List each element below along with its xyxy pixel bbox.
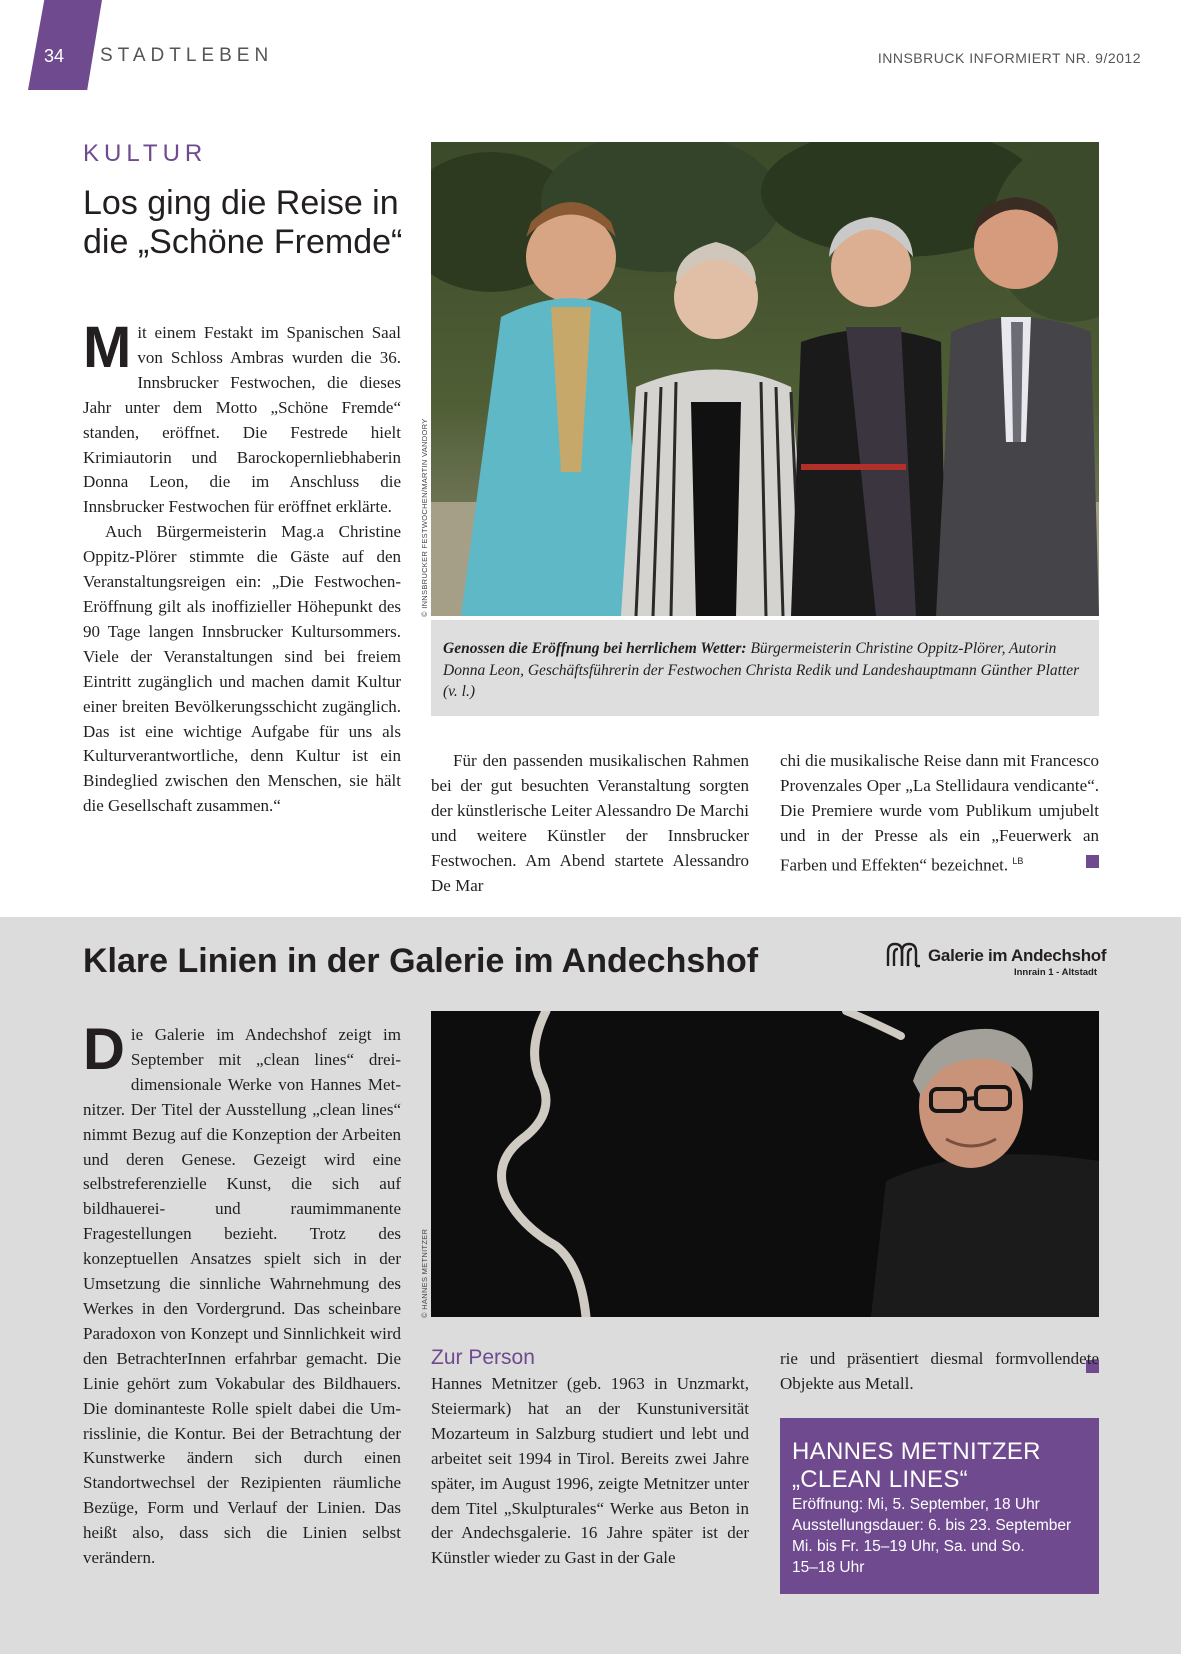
page-number: 34 bbox=[44, 46, 65, 66]
article-paragraph: ie Galerie im Andechshof zeigt im September mit „clean lines“ dreidimensionale Werke von Hannes Metnitzer. Der Titel der Ausstellung „clean lines“ nimmt Bezug auf die Konzeption der Arbeiten und deren Genese. Gezeigt wird eine selbstreferenzielle Kunst, die sich auf bildhauerei- und raumimmanente Fragestellungen bezieht. Trotz des konzeptuellen Ansatzes spielt sich in der Umsetzung die sinnliche Wahrnehmung des Werkes in den Vordergrund. Das scheinbare Paradoxon von Konzept und Sinnlichkeit wird den BetrachterInnen erfahrbar gemacht. Die Linie gehört zum Vokabular des Bildhauers. Die dominanteste Rolle spielt dabei die Umrisslinie, die Kontur. Bei der Betrachtung der Kunstwerke ändern sich durch einen Standortwechsel der Rezipienten räumliche Bezüge, Form und Verlauf der Linien. Das heißt also, dass sich die Linien selbst verändern. bbox=[83, 1025, 401, 1568]
gallery-column-1 bbox=[83, 1017, 401, 1571]
page-number-tab bbox=[28, 0, 102, 90]
info-title-artist: HANNES METNITZER bbox=[792, 1438, 1041, 1465]
gallery-logo-address: Innrain 1 - Altstadt bbox=[1013, 967, 1097, 978]
section-title: STADTLEBEN bbox=[100, 45, 274, 66]
end-of-article-mark bbox=[1086, 855, 1099, 868]
article-paragraph: rie und präsentiert diesmal formvollendete Objekte aus Metall. bbox=[780, 1349, 1099, 1393]
subheading-about-artist: Zur Person bbox=[431, 1346, 535, 1369]
artist-portrait-photo bbox=[431, 1011, 1099, 1317]
article-column-3 bbox=[780, 749, 1099, 878]
article-paragraph: Hannes Metnitzer (geb. 1963 in Unzmarkt, Steiermark) hat an der Kunstuniversität Mozarteum in Salzburg studiert und lebt und arbeitet seit 1994 in Tirol. Bereits zwei Jahre später, im August 1996, zeigte Metnitzer unter dem Titel „Skulpturales“ Werke aus Beton in der Andechsgalerie. 16 Jahre später ist der Künstler wieder zu Gast in der Gale bbox=[431, 1374, 749, 1568]
article-kicker: KULTUR bbox=[83, 140, 208, 167]
drop-cap: M bbox=[83, 315, 132, 380]
article-paragraph: it einem Festakt im Spanischen Saal von Schloss Ambras wurden die 36. Innsbrucker Festwochen, die dieses Jahr unter dem Motto „Schöne Fremde“ standen, eröffnet. Die Festrede hielt Krimiautorin und Barockopernliebhaberin Donna Leon, die im Anschluss die Innsbrucker Festwochen für eröffnet erklärte. bbox=[83, 323, 401, 517]
drop-cap: D bbox=[83, 1017, 125, 1082]
info-hours-weekday: Mi. bis Fr. 15–19 Uhr, Sa. und So. bbox=[792, 1538, 1025, 1555]
article-column-1 bbox=[83, 315, 401, 819]
gallery-logo-icon bbox=[886, 942, 922, 968]
photo-caption bbox=[431, 620, 1099, 716]
caption-lead: Genossen die Eröffnung bei herrlichem Wetter: bbox=[443, 640, 747, 657]
author-signature: LB bbox=[1012, 855, 1024, 866]
article-column-2 bbox=[431, 749, 749, 898]
info-hours-weekend: 15–18 Uhr bbox=[792, 1559, 865, 1576]
gallery-column-2 bbox=[431, 1372, 749, 1571]
caption-text: Bürgermeisterin Christine Oppitz-Plörer, Autorin Donna Leon, Geschäftsführerin der Festwochen Christa Redik und Landeshauptmann Günther Platter (v. l.) bbox=[443, 640, 1080, 700]
issue-label: INNSBRUCK INFORMIERT NR. 9/2012 bbox=[877, 50, 1141, 66]
photo-credit: © HANNES METNITZER bbox=[420, 1228, 429, 1318]
exhibition-info-box bbox=[780, 1418, 1099, 1594]
gallery-headline: Klare Linien in der Galerie im Andechshof bbox=[83, 942, 759, 980]
festival-opening-photo bbox=[431, 142, 1099, 616]
article-paragraph: Auch Bürgermeisterin Mag.a Christine Oppitz-Plörer stimmte die Gäste auf den Veranstaltungsreigen ein: „Die Festwochen-Eröffnung gilt als inoffizieller Höhepunkt des 90 Tage langen Innsbrucker Kultursommers. Viele der Veranstaltungen sind bei freiem Eintritt zugänglich und machen damit Kultur einer breiten Bevölkerungsschicht zugänglich. Das ist eine wichtige Aufgabe für uns als Kulturverantwortliche, denn Kultur ist ein Bindeglied zwischen den Menschen, sie hält die Gesellschaft zusammen.“ bbox=[83, 522, 401, 816]
info-opening: Eröffnung: Mi, 5. September, 18 Uhr bbox=[792, 1496, 1040, 1513]
info-title-exhibition: „CLEAN LINES“ bbox=[792, 1466, 968, 1493]
gallery-logo-name: Galerie im Andechshof bbox=[928, 946, 1107, 965]
article-headline: Los ging die Reise in die „Schöne Fremde“ bbox=[83, 184, 403, 261]
photo-credit: © INNSBRUCKER FESTWOCHEN/MARTIN VANDORY bbox=[420, 418, 429, 617]
gallery-logo bbox=[886, 940, 1107, 982]
article-paragraph: chi die musikalische Reise dann mit Francesco Provenzales Oper „La Stellidaura vendicante“. Die Premiere wurde vom Publikum umjubelt und in der Presse als ein „Feuerwerk an Farben und Effekten“ bezeichnet. bbox=[780, 751, 1099, 875]
info-duration: Ausstellungsdauer: 6. bis 23. September bbox=[792, 1517, 1072, 1534]
gallery-column-3 bbox=[780, 1347, 1099, 1397]
article-paragraph: Für den passenden musikalischen Rahmen bei der gut besuchten Veranstaltung sorgten der künstlerische Leiter Alessandro De Marchi und weitere Künstler der Innsbrucker Festwochen. Am Abend startete Alessandro De Mar bbox=[431, 751, 749, 895]
